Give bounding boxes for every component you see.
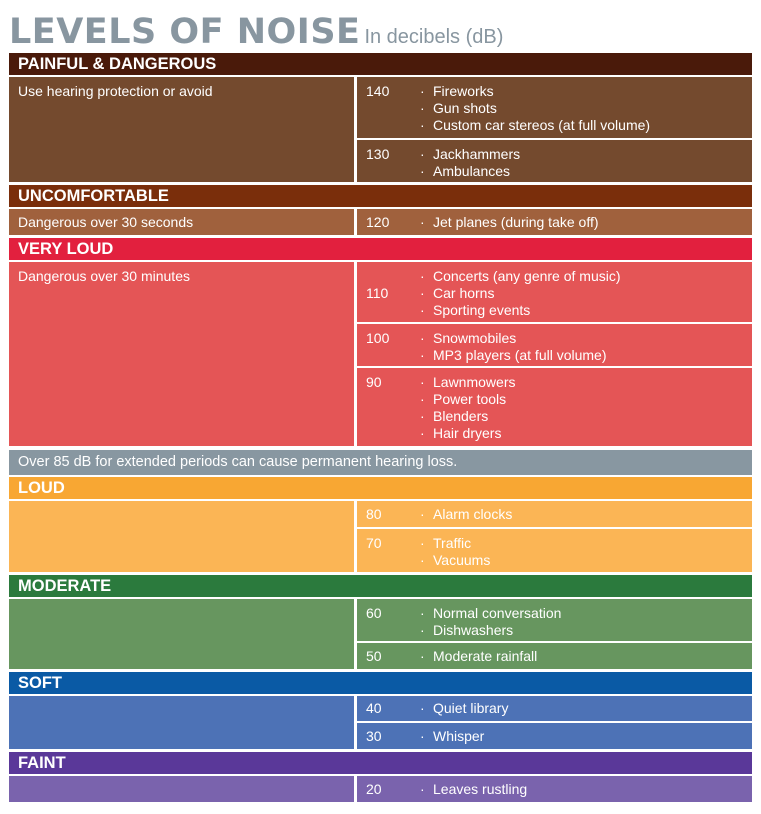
list-item: · Ambulances [433,163,520,180]
list-item: · Fireworks [433,83,650,100]
noise-row [357,501,752,527]
list-item: · Lawnmowers [433,374,515,391]
list-item: · Traffic [433,535,490,552]
list-item: · Concerts (any genre of music) [433,268,621,285]
noise-row [357,643,752,669]
noise-row [357,209,752,235]
list-item: · Sporting events [433,302,621,319]
noise-row [357,776,752,802]
category-band-moderate: MODERATE [9,575,752,597]
category-cell-faint [9,776,354,802]
category-cell-loud [9,501,354,572]
noise-row [357,368,752,446]
source-list [433,535,490,569]
source-list [433,268,621,319]
noise-row [357,599,752,641]
db-value: 30 [366,728,382,744]
db-value: 100 [366,330,390,346]
noise-row [357,324,752,366]
db-value: 60 [366,605,382,621]
category-cell-soft [9,696,354,749]
db-value: 40 [366,700,382,716]
category-band-faint: FAINT [9,752,752,774]
source-list [433,506,512,523]
list-item: · Blenders [433,408,515,425]
category-band-very-loud: VERY LOUD [9,238,752,260]
title-main: LEVELS OF NOISE [9,12,361,52]
list-item: · Car horns [433,285,621,302]
db-value: 50 [366,648,382,664]
list-item: · Normal conversation [433,605,561,622]
list-item: · Vacuums [433,552,490,569]
db-value: 120 [366,214,390,230]
db-value: 140 [366,83,390,99]
category-advice-painful: Use hearing protection or avoid [9,77,354,182]
list-item: · Whisper [433,728,484,745]
list-item: · Moderate rainfall [433,648,537,665]
category-band-soft: SOFT [9,672,752,694]
source-list [433,648,537,665]
source-list [433,330,607,364]
list-item: · Leaves rustling [433,781,527,798]
list-item: · Jet planes (during take off) [433,214,599,231]
db-value: 80 [366,506,382,522]
noise-row [357,140,752,182]
category-cell-moderate [9,599,354,669]
source-list [433,728,484,745]
category-band-uncomfortable: UNCOMFORTABLE [9,185,752,207]
source-list [433,83,650,134]
list-item: · Jackhammers [433,146,520,163]
list-item: · Hair dryers [433,425,515,442]
list-item: · MP3 players (at full volume) [433,347,607,364]
db-value: 110 [366,285,389,301]
source-list [433,605,561,639]
category-advice-very-loud: Dangerous over 30 minutes [9,262,354,446]
noise-row [357,529,752,572]
source-list [433,781,527,798]
noise-row [357,696,752,721]
page-title [9,12,503,52]
noise-row [357,262,752,322]
category-advice-uncomfortable: Dangerous over 30 seconds [9,209,354,235]
noise-row [357,723,752,749]
db-value: 90 [366,374,382,390]
noise-row [357,77,752,138]
list-item: · Dishwashers [433,622,561,639]
list-item: · Alarm clocks [433,506,512,523]
source-list [433,374,515,442]
category-band-loud: LOUD [9,477,752,499]
list-item: · Snowmobiles [433,330,607,347]
source-list [433,700,508,717]
list-item: · Power tools [433,391,515,408]
category-band-painful: PAINFUL & DANGEROUS [9,53,752,75]
db-value: 70 [366,535,382,551]
db-value: 130 [366,146,390,162]
title-subtitle: In decibels (dB) [364,26,504,48]
source-list [433,146,520,180]
hearing-loss-note: Over 85 dB for extended periods can cause permanent hearing loss. [9,450,752,475]
db-value: 20 [366,781,382,797]
list-item: · Gun shots [433,100,650,117]
list-item: · Custom car stereos (at full volume) [433,117,650,134]
list-item: · Quiet library [433,700,508,717]
source-list [433,214,599,231]
